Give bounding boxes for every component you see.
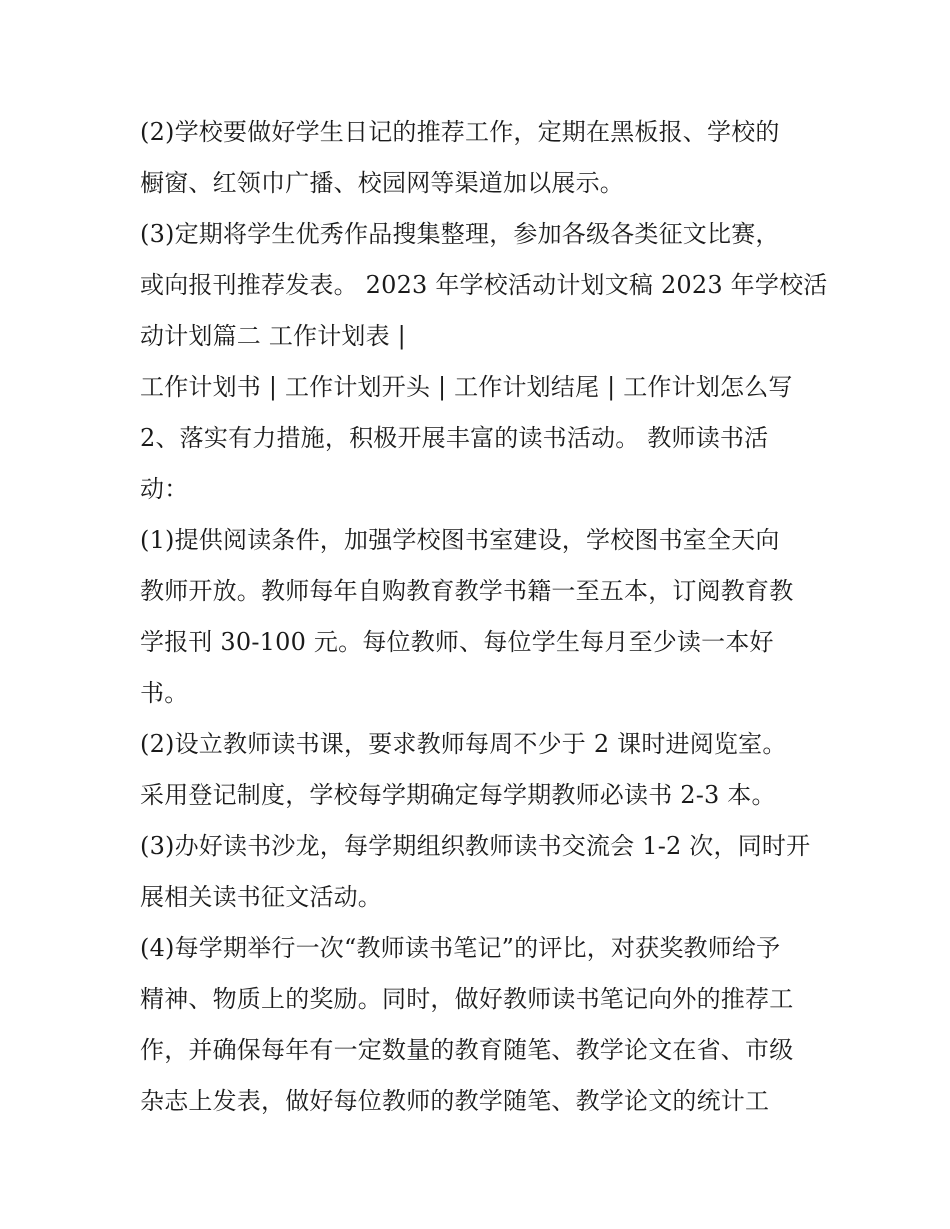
text-line: 工作计划书 | 工作计划开头 | 工作计划结尾 | 工作计划怎么写 [140,373,793,401]
text-line: 2、落实有力措施，积极开展丰富的读书活动。 教师读书活 [140,424,769,452]
text-line: 书。 [140,679,189,707]
text-line: 教师开放。教师每年自购教育教学书籍一至五本，订阅教育教 [140,577,794,605]
text-line: (1)提供阅读条件，加强学校图书室建设，学校图书室全天向 [140,526,780,554]
document-body [140,107,830,1127]
text-line: 学报刊 30-100 元。每位教师、每位学生每月至少读一本好 [140,628,774,656]
text-line: 作，并确保每年有一定数量的教育随笔、教学论文在省、市级 [140,1036,794,1064]
text-line: 展相关读书征文活动。 [140,883,382,911]
text-line: (2)学校要做好学生日记的推荐工作，定期在黑板报、学校的 [140,118,780,146]
text-line: (2)设立教师读书课，要求教师每周不少于 2 课时进阅览室。 [140,730,787,758]
text-line: 精神、物质上的奖励。同时，做好教师读书笔记向外的推荐工 [140,985,794,1013]
text-line: 采用登记制度，学校每学期确定每学期教师必读书 2-3 本。 [140,781,776,809]
text-line: (3)定期将学生优秀作品搜集整理，参加各级各类征文比赛， [140,220,780,248]
text-line: 或向报刊推荐发表。 2023 年学校活动计划文稿 2023 年学校活 [140,271,828,299]
text-line: 动： [140,475,189,503]
text-line: (4)每学期举行一次“教师读书笔记”的评比，对获奖教师给予 [140,934,781,962]
text-line: 橱窗、红领巾广播、校园网等渠道加以展示。 [140,169,624,197]
text-line: 动计划篇二 工作计划表 | [140,322,406,350]
text-line: (3)办好读书沙龙，每学期组织教师读书交流会 1-2 次，同时开 [140,832,811,860]
text-line: 杂志上发表，做好每位教师的教学随笔、教学论文的统计工 [140,1087,770,1115]
